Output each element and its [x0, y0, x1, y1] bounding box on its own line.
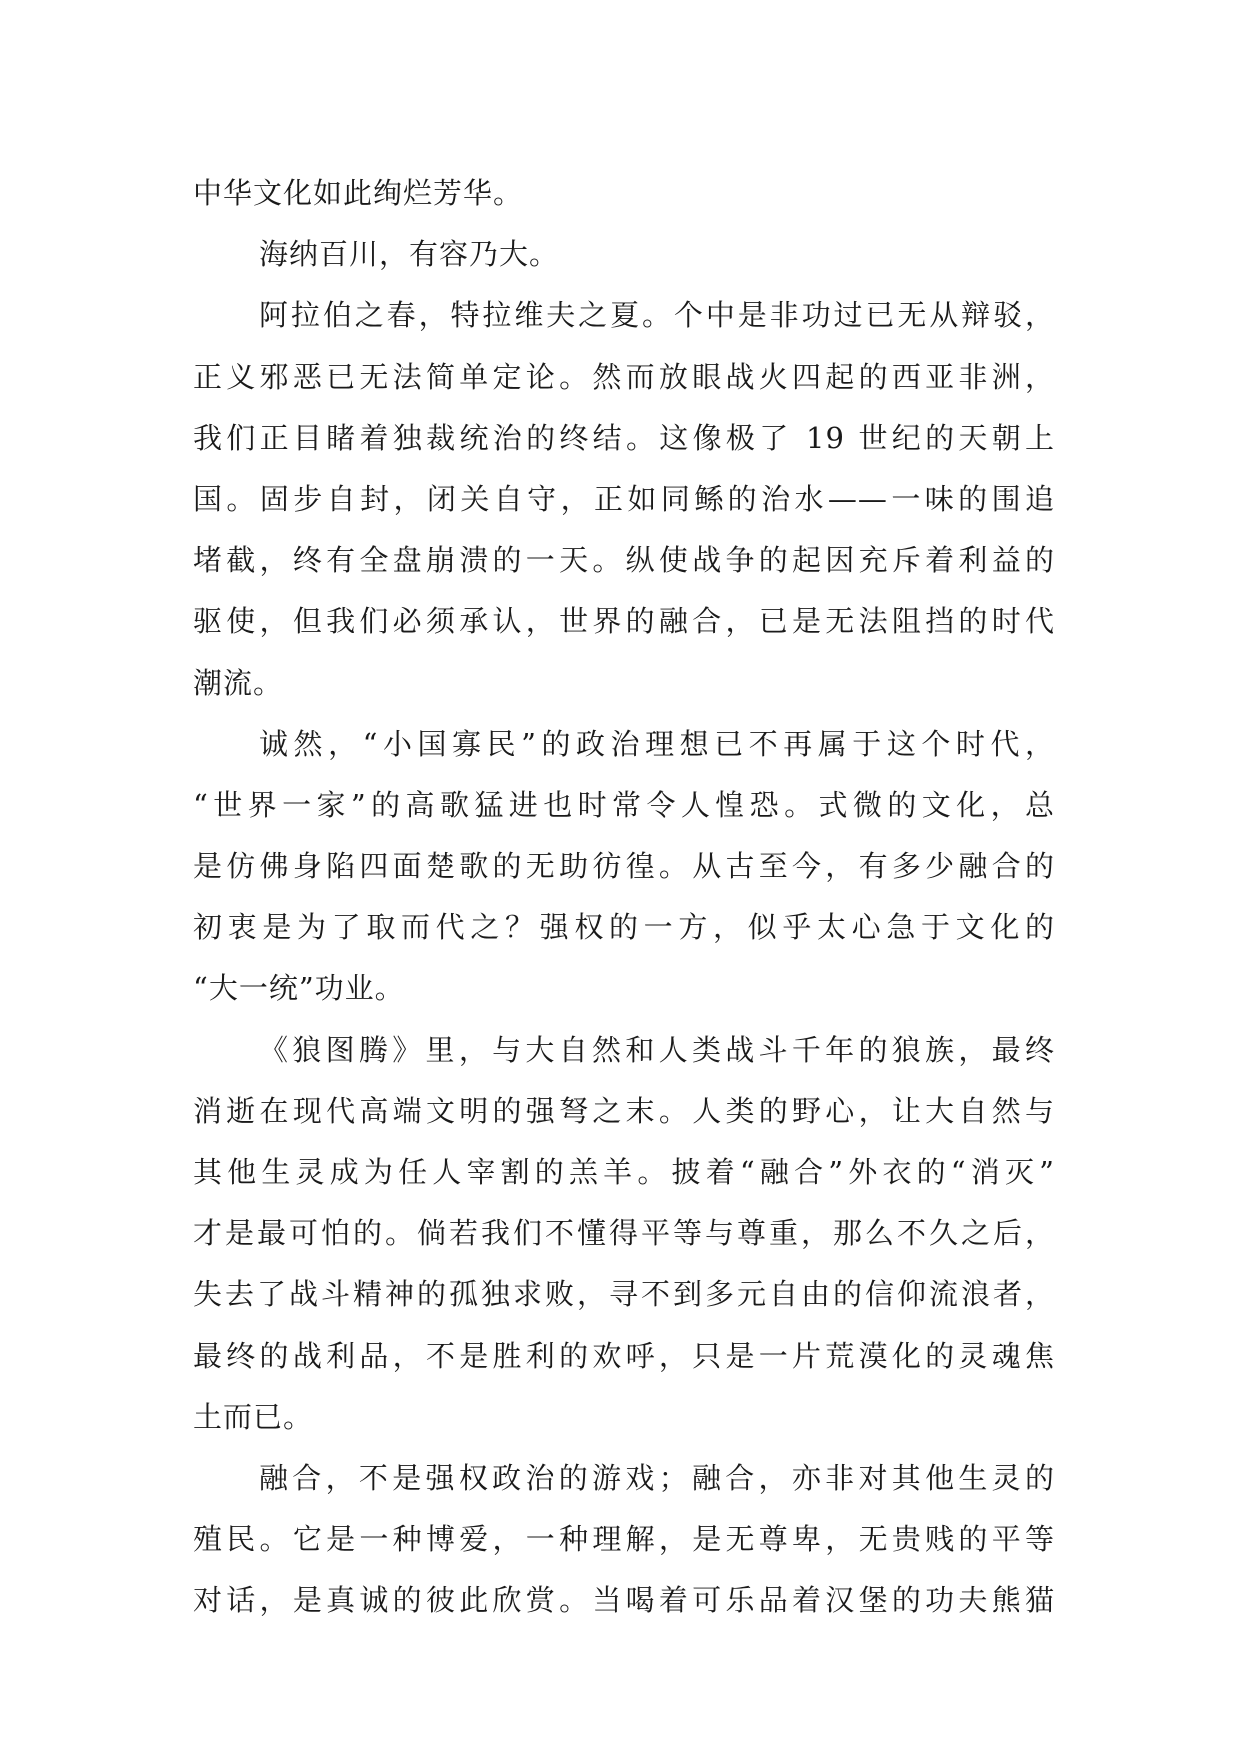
text-line: 最终的战利品，不是胜利的欢呼，只是一片荒漠化的灵魂焦 — [193, 1338, 1055, 1373]
document-body — [193, 163, 1055, 1632]
text-line: “大一统”功业。 — [193, 971, 405, 1006]
text-line: 堵截，终有全盘崩溃的一天。纵使战争的起因充斥着利益的 — [193, 543, 1055, 578]
text-line: 对话，是真诚的彼此欣赏。当喝着可乐品着汉堡的功夫熊猫 — [193, 1583, 1055, 1618]
text-line: 国。固步自封，闭关自守，正如同鲧的治水——一味的围追 — [193, 481, 1055, 516]
text-line: 驱使，但我们必须承认，世界的融合，已是无法阻挡的时代 — [193, 604, 1055, 639]
text-line: 阿拉伯之春，特拉维夫之夏。个中是非功过已无从辩驳， — [259, 298, 1055, 333]
text-line: 土而已。 — [193, 1399, 314, 1434]
text-line: 初衷是为了取而代之？强权的一方，似乎太心急于文化的 — [193, 910, 1055, 945]
text-line: 其他生灵成为任人宰割的羔羊。披着“融合”外衣的“消灭” — [193, 1155, 1055, 1189]
text-line: 消逝在现代高端文明的强弩之末。人类的野心，让大自然与 — [193, 1093, 1055, 1128]
text-line: 是仿佛身陷四面楚歌的无助彷徨。从古至今，有多少融合的 — [193, 849, 1055, 884]
text-line: 融合，不是强权政治的游戏；融合，亦非对其他生灵的 — [259, 1460, 1055, 1495]
text-line: 正义邪恶已无法简单定论。然而放眼战火四起的西亚非洲， — [193, 359, 1055, 394]
text-line: 才是最可怕的。倘若我们不懂得平等与尊重，那么不久之后， — [193, 1216, 1055, 1251]
text-line: 《狼图腾》里，与大自然和人类战斗千年的狼族，最终 — [259, 1032, 1055, 1067]
text-line: 殖民。它是一种博爱，一种理解，是无尊卑，无贵贱的平等 — [193, 1522, 1055, 1557]
text-line: 我们正目睹着独裁统治的终结。这像极了 19 世纪的天朝上 — [193, 420, 1055, 455]
text-line: “世界一家”的高歌猛进也时常令人惶恐。式微的文化，总 — [193, 787, 1055, 822]
text-line: 诚然，“小国寡民”的政治理想已不再属于这个时代， — [259, 726, 1055, 761]
text-line: 海纳百川，有容乃大。 — [259, 237, 560, 272]
text-line: 失去了战斗精神的孤独求败，寻不到多元自由的信仰流浪者， — [193, 1277, 1055, 1312]
text-line: 潮流。 — [193, 665, 284, 700]
text-line: 中华文化如此绚烂芳华。 — [193, 176, 524, 210]
